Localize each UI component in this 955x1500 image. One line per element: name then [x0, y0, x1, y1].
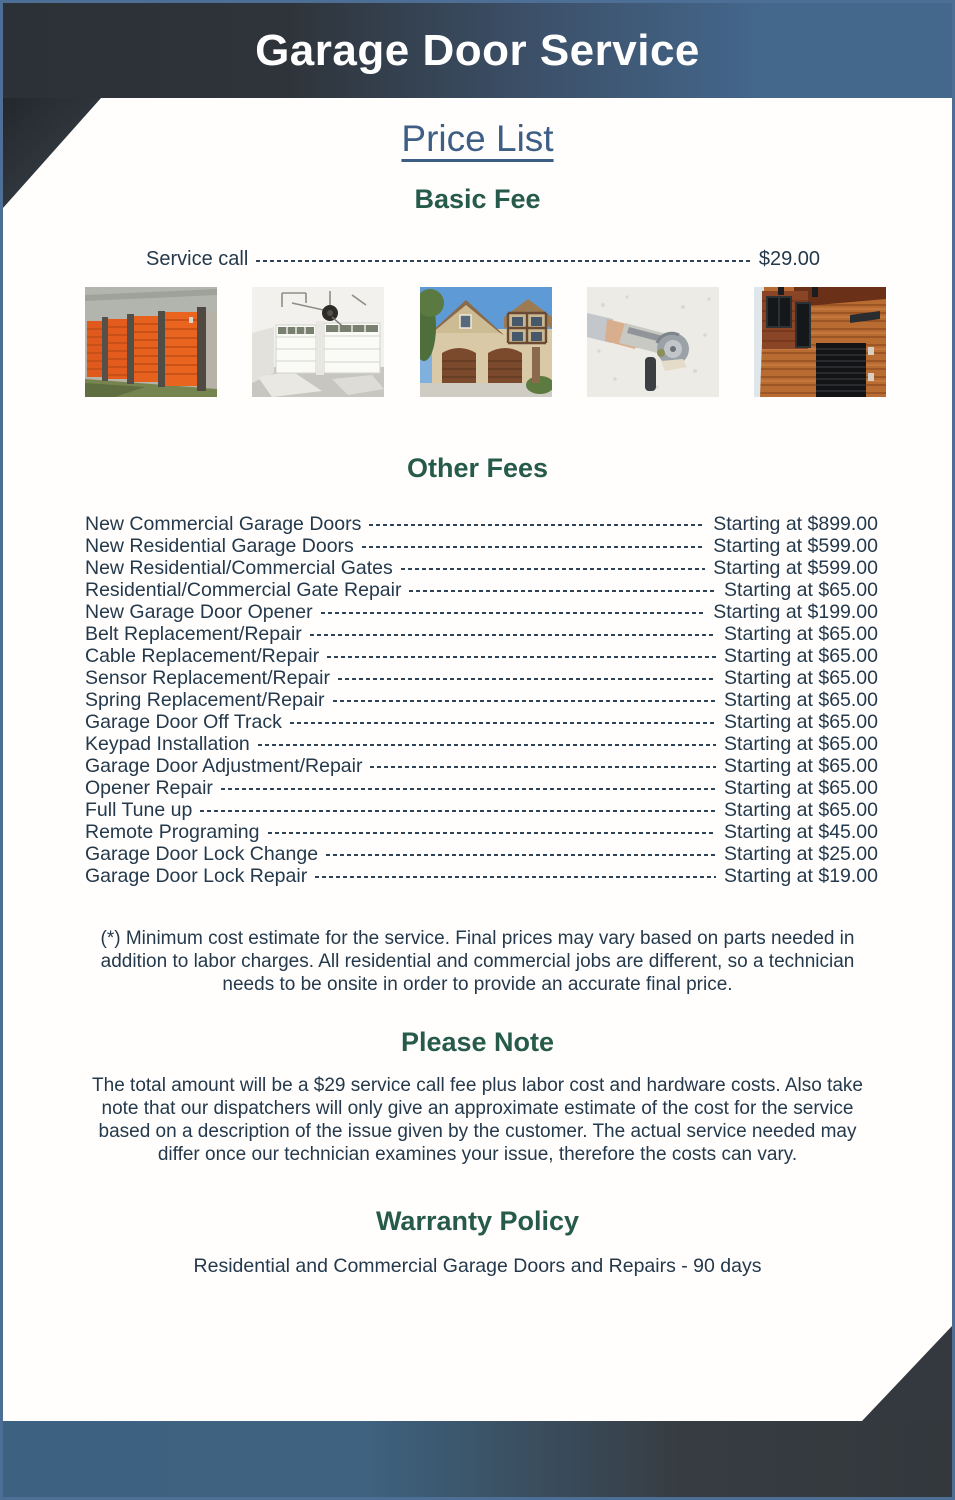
- fee-label: Garage Door Lock Change: [85, 842, 319, 865]
- fee-price: Starting at $19.00: [724, 864, 878, 887]
- warranty-heading: Warranty Policy: [375, 1206, 580, 1236]
- fee-row: [85, 843, 878, 865]
- fee-row: [85, 821, 878, 843]
- dash-leader: [290, 722, 716, 724]
- fee-label: Full Tune up: [85, 798, 193, 821]
- fee-label: Sensor Replacement/Repair: [85, 666, 330, 689]
- fee-price: Starting at $65.00: [724, 666, 878, 689]
- fee-row: [85, 667, 878, 689]
- basic-fee-heading: Basic Fee: [414, 184, 541, 214]
- fee-label: Belt Replacement/Repair: [85, 622, 302, 645]
- other-fees-list: [85, 513, 878, 887]
- other-fees-heading: Other Fees: [406, 453, 549, 483]
- fee-price: Starting at $65.00: [724, 776, 878, 799]
- storage-units-photo: [85, 287, 217, 397]
- dash-leader: [362, 546, 705, 548]
- modern-garage-photo: [754, 287, 886, 397]
- service-call-row: [146, 248, 820, 271]
- fee-label: Cable Replacement/Repair: [85, 644, 320, 667]
- fee-price: Starting at $599.00: [713, 534, 878, 557]
- page-footer: [3, 1421, 952, 1497]
- please-note-heading: Please Note: [400, 1027, 555, 1057]
- fee-label: Opener Repair: [85, 776, 213, 799]
- fee-price: Starting at $65.00: [724, 754, 878, 777]
- fee-label: Keypad Installation: [85, 732, 250, 755]
- dash-leader: [327, 656, 716, 658]
- house-exterior-photo: [420, 287, 552, 397]
- fee-row: [85, 733, 878, 755]
- fee-row: [85, 799, 878, 821]
- photo-gallery: [85, 287, 886, 397]
- fee-row: [85, 689, 878, 711]
- warranty-text: Residential and Commercial Garage Doors and Repairs - 90 days: [193, 1255, 762, 1277]
- fee-row: [85, 755, 878, 777]
- fee-label: Garage Door Lock Repair: [85, 864, 308, 887]
- dash-leader: [401, 568, 705, 570]
- document-title: Garage Door Service: [255, 25, 700, 75]
- fee-label: New Commercial Garage Doors: [85, 512, 362, 535]
- fee-row: [85, 579, 878, 601]
- fee-price: Starting at $599.00: [713, 556, 878, 579]
- fee-label: New Residential/Commercial Gates: [85, 556, 393, 579]
- fee-label: Garage Door Adjustment/Repair: [85, 754, 363, 777]
- dash-leader: [258, 744, 716, 746]
- fee-row: [85, 711, 878, 733]
- fee-price: Starting at $65.00: [724, 688, 878, 711]
- fee-row: [85, 535, 878, 557]
- dash-leader: [310, 634, 716, 636]
- fee-row: [85, 513, 878, 535]
- fee-price: Starting at $45.00: [724, 820, 878, 843]
- dash-leader: [315, 876, 716, 878]
- content: [3, 118, 952, 1278]
- dash-leader: [370, 766, 716, 768]
- dash-leader: [409, 590, 716, 592]
- fee-price: Starting at $199.00: [713, 600, 878, 623]
- fee-price: Starting at $25.00: [724, 842, 878, 865]
- fee-price: Starting at $65.00: [724, 710, 878, 733]
- fee-price: Starting at $65.00: [724, 622, 878, 645]
- fee-label: Remote Programing: [85, 820, 260, 843]
- fee-label: New Residential Garage Doors: [85, 534, 354, 557]
- page-header: [3, 3, 952, 98]
- fee-price: Starting at $899.00: [713, 512, 878, 535]
- service-call-label: Service call: [146, 248, 249, 270]
- fee-price: Starting at $65.00: [724, 798, 878, 821]
- fee-price: Starting at $65.00: [724, 732, 878, 755]
- please-note-text: The total amount will be a $29 service call fee plus labor cost and hardware costs. Also take note that our dispatchers will only give an approximate estimate of the cost for the service based on a description of the issue given by the customer. The actual service needed may differ once our technician examines your issue, therefore the costs can vary.: [92, 1075, 863, 1165]
- fee-label: Garage Door Off Track: [85, 710, 282, 733]
- service-call-price: $29.00: [758, 248, 820, 270]
- page-title: Price List: [401, 118, 554, 159]
- fee-row: [85, 865, 878, 887]
- fee-price: Starting at $65.00: [724, 578, 878, 601]
- fee-row: [85, 623, 878, 645]
- dash-leader: [369, 524, 705, 526]
- fee-price: Starting at $65.00: [724, 644, 878, 667]
- fee-row: [85, 645, 878, 667]
- dash-leader: [321, 612, 706, 614]
- dash-leader: [221, 788, 716, 790]
- disclaimer-text: (*) Minimum cost estimate for the service. Final prices may vary based on parts needed in addition to labor charges. All residential and commercial jobs are different, so a technician needs to be onsite in order to provide an accurate final price.: [100, 928, 855, 995]
- dash-leader: [338, 678, 716, 680]
- fee-row: [85, 777, 878, 799]
- fee-row: [85, 557, 878, 579]
- dash-leader: [326, 854, 716, 856]
- dash-leader: [333, 700, 717, 702]
- dash-leader: [268, 832, 717, 834]
- garage-interior-photo: [252, 287, 384, 397]
- dash-leader: [200, 810, 716, 812]
- wall-grinder-photo: [587, 287, 719, 397]
- fee-label: Residential/Commercial Gate Repair: [85, 578, 402, 601]
- dash-leader: [256, 260, 751, 262]
- bottom-right-corner-decoration: [862, 1326, 952, 1421]
- fee-label: New Garage Door Opener: [85, 600, 313, 623]
- fee-row: [85, 601, 878, 623]
- fee-label: Spring Replacement/Repair: [85, 688, 325, 711]
